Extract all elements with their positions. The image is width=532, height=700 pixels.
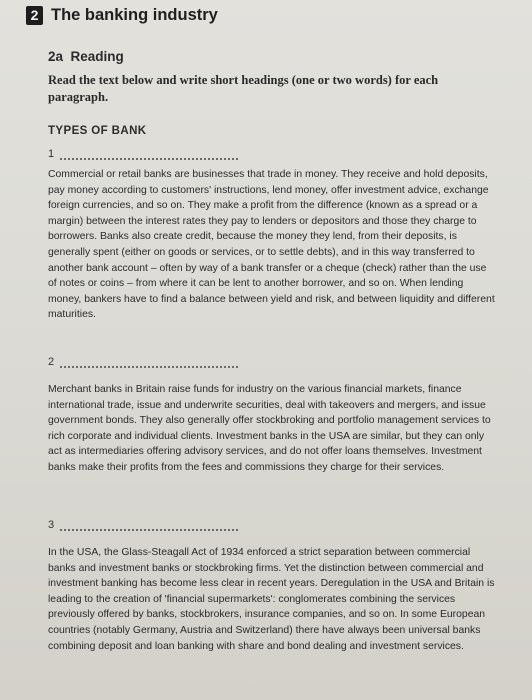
heading-blank-3[interactable] xyxy=(48,519,238,531)
dotted-answer-line[interactable] xyxy=(60,521,238,531)
paragraph-number: 2 xyxy=(48,356,55,368)
paragraph-number: 1 xyxy=(48,148,55,160)
unit-header xyxy=(26,6,218,25)
heading-blank-2[interactable] xyxy=(48,356,238,368)
heading-blank-1[interactable] xyxy=(48,148,238,160)
paragraph-2: Merchant banks in Britain raise funds for industry on the various financial markets, finance international trade, issue and underwrite securities, deal with takeovers and mergers, and issue government bonds. They also generally offer stockbroking and portfolio management services to rich corporate and individual clients. Investment banks in the USA are similar, but they can only act as intermediaries offering advisory services, and do not offer loans themselves. Investment banks make their profits from the fees and commissions they charge for their services. xyxy=(48,384,491,473)
passage-title: TYPES OF BANK xyxy=(48,125,147,137)
unit-number-badge: 2 xyxy=(26,6,43,25)
paragraph-number: 3 xyxy=(48,519,55,531)
instruction-text: Read the text below and write short headings (one or two words) for each paragraph. xyxy=(48,73,439,104)
paragraph-3: In the USA, the Glass-Steagall Act of 1934 enforced a strict separation between commercial banks and investment banks or stockbroking firms. Yet the distinction between commercial and investment banking has become less clear in recent years. Deregulation in the USA and Britain is leading to the creation of 'financial supermarkets': conglomerates combining the services previously offered by banks, stockbrokers, insurance companies, and so on. In some European countries (notably Germany, Austria and Switzerland) there have always been universal banks combining deposit and loan banking with share and bond dealing and investment services. xyxy=(48,547,495,652)
section-heading: 2a Reading xyxy=(48,49,124,64)
dotted-answer-line[interactable] xyxy=(60,358,238,368)
paragraph-1: Commercial or retail banks are businesses that trade in money. They receive and hold deposits, pay money according to customers' instructions, lend money, offer investment advice, exchange foreign currencies, and so on. They make a profit from the difference (known as a spread or a margin) between the interest rates they pay to lenders or depositors and those they charge to borrowers. Banks also create credit, because the money they lend, from their deposits, is generally spent (either on goods or services, or to settle debts), and in this way transferred to another bank account – often by way of a bank transfer or a cheque (check) rather than the use of notes or coins – from where it can be lent to another borrower, and so on. When lending money, bankers have to find a balance between yield and risk, and between liquidity and different maturities. xyxy=(48,169,495,321)
unit-title: The banking industry xyxy=(51,6,218,24)
dotted-answer-line[interactable] xyxy=(60,150,238,160)
